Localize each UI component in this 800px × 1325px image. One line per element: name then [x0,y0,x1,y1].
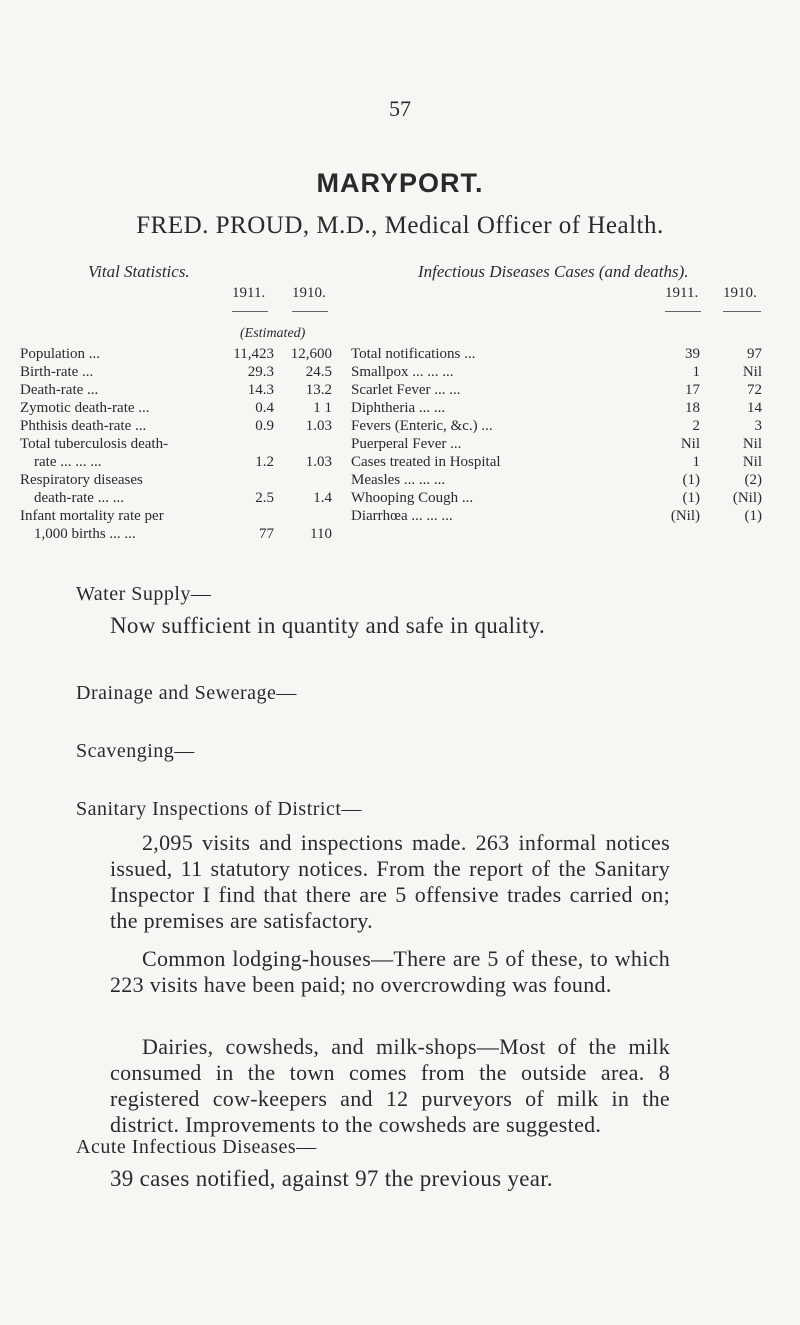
vital-label: Zymotic death-rate ... [20,400,150,416]
vital-value-1911: 1.2 [255,454,274,470]
disease-value-1911: (1) [682,490,700,506]
drainage-heading: Drainage and Sewerage— [76,682,297,704]
disease-value-1910: 3 [754,418,762,434]
disease-value-1910: 72 [747,382,762,398]
disease-value-1911: 1 [692,364,700,380]
infectious-year-1910: 1910. [723,285,757,301]
disease-value-1911: (1) [682,472,700,488]
acute-infectious-text: 39 cases notified, against 97 the previous year. [110,1166,553,1191]
disease-value-1910: (Nil) [732,490,762,506]
divider [665,311,701,312]
vital-statistics-heading: Vital Statistics. [88,262,190,281]
disease-value-1910: Nil [742,454,762,470]
vital-label: Birth-rate ... [20,364,94,380]
vital-year-1911: 1911. [232,285,266,301]
vital-label-cont: 1,000 births ... ... [34,526,136,542]
vital-label: Respiratory diseases [20,472,143,488]
vital-value-1911: 0.4 [255,400,274,416]
disease-label: Cases treated in Hospital [351,454,501,470]
disease-label: Whooping Cough ... [351,490,474,506]
divider [292,311,328,312]
vital-value-1910: 13.2 [305,382,332,398]
vital-label-cont: death-rate ... ... [34,490,124,506]
vital-value-1911: 0.9 [255,418,274,434]
disease-label: Diarrhœa ... ... ... [351,508,453,524]
vital-label: Total tuberculosis death- [20,436,169,452]
disease-value-1911: Nil [680,436,700,452]
disease-value-1911: (Nil) [670,508,700,524]
water-supply-heading: Water Supply— [76,583,212,605]
vital-year-1910: 1910. [292,285,326,301]
vital-value-1910: 1.03 [305,454,332,470]
vital-value-1910: 110 [310,526,332,542]
vital-value-1910: 24.5 [305,364,332,380]
disease-value-1910: 14 [747,400,762,416]
vital-label: Infant mortality rate per [20,508,164,524]
infectious-diseases-heading: Infectious Diseases Cases (and deaths). [418,262,689,281]
disease-value-1911: 39 [685,346,700,362]
disease-label: Diphtheria ... ... [351,400,446,416]
disease-value-1911: 17 [685,382,700,398]
disease-label: Measles ... ... ... [351,472,446,488]
disease-label: Scarlet Fever ... ... [351,382,461,398]
sanitary-paragraph-2: Common lodging-houses—There are 5 of these, to which 223 visits have been paid; no overcrowding was found. [110,946,670,997]
sanitary-paragraph-1: 2,095 visits and inspections made. 263 informal notices issued, 11 statutory notices. From the report of the Sanitary Inspector I find that there are 5 offensive trades carried on; the premises are satisfactory. [110,830,670,933]
vital-label: Death-rate ... [20,382,99,398]
divider [723,311,761,312]
water-supply-text: Now sufficient in quantity and safe in quality. [110,613,546,638]
medical-officer-line: FRED. PROUD, M.D., Medical Officer of Health. [136,212,664,239]
vital-value-1911: 2.5 [255,490,274,506]
disease-value-1910: (1) [744,508,762,524]
disease-label: Puerperal Fever ... [351,436,462,452]
disease-value-1910: Nil [742,364,762,380]
vital-value-1911: 29.3 [247,364,274,380]
disease-label: Smallpox ... ... ... [351,364,454,380]
vital-value-1910: 1 1 [313,400,332,416]
disease-value-1910: (2) [744,472,762,488]
sanitary-paragraph-3: Dairies, cowsheds, and milk-shops—Most of the milk consumed in the town comes from the outside area. 8 registered cow-keepers and 12 purveyors of milk in the district. Improvements to the cowsheds are suggested. [110,1034,670,1137]
disease-label: Fevers (Enteric, &c.) ... [351,418,493,434]
disease-label: Total notifications ... [351,346,476,362]
vital-value-1911: 11,423 [233,346,274,362]
infectious-year-1911: 1911. [665,285,699,301]
page-number: 57 [389,96,411,121]
vital-value-1911: 14.3 [247,382,274,398]
disease-value-1911: 1 [692,454,700,470]
town-heading: MARYPORT. [316,168,484,198]
vital-label: Population ... [20,346,101,362]
divider [232,311,268,312]
disease-value-1911: 2 [692,418,700,434]
vital-value-1910: 12,600 [290,346,332,362]
vital-value-1911: 77 [259,526,274,542]
acute-infectious-heading: Acute Infectious Diseases— [76,1136,317,1158]
disease-value-1911: 18 [685,400,700,416]
disease-value-1910: Nil [742,436,762,452]
vital-value-1910: 1.03 [305,418,332,434]
disease-value-1910: 97 [747,346,762,362]
vital-label-cont: rate ... ... ... [34,454,102,470]
scavenging-heading: Scavenging— [76,740,195,762]
vital-label: Phthisis death-rate ... [20,418,147,434]
estimated-note: (Estimated) [240,326,306,341]
vital-value-1910: 1.4 [313,490,332,506]
sanitary-inspections-heading: Sanitary Inspections of District— [76,798,362,820]
